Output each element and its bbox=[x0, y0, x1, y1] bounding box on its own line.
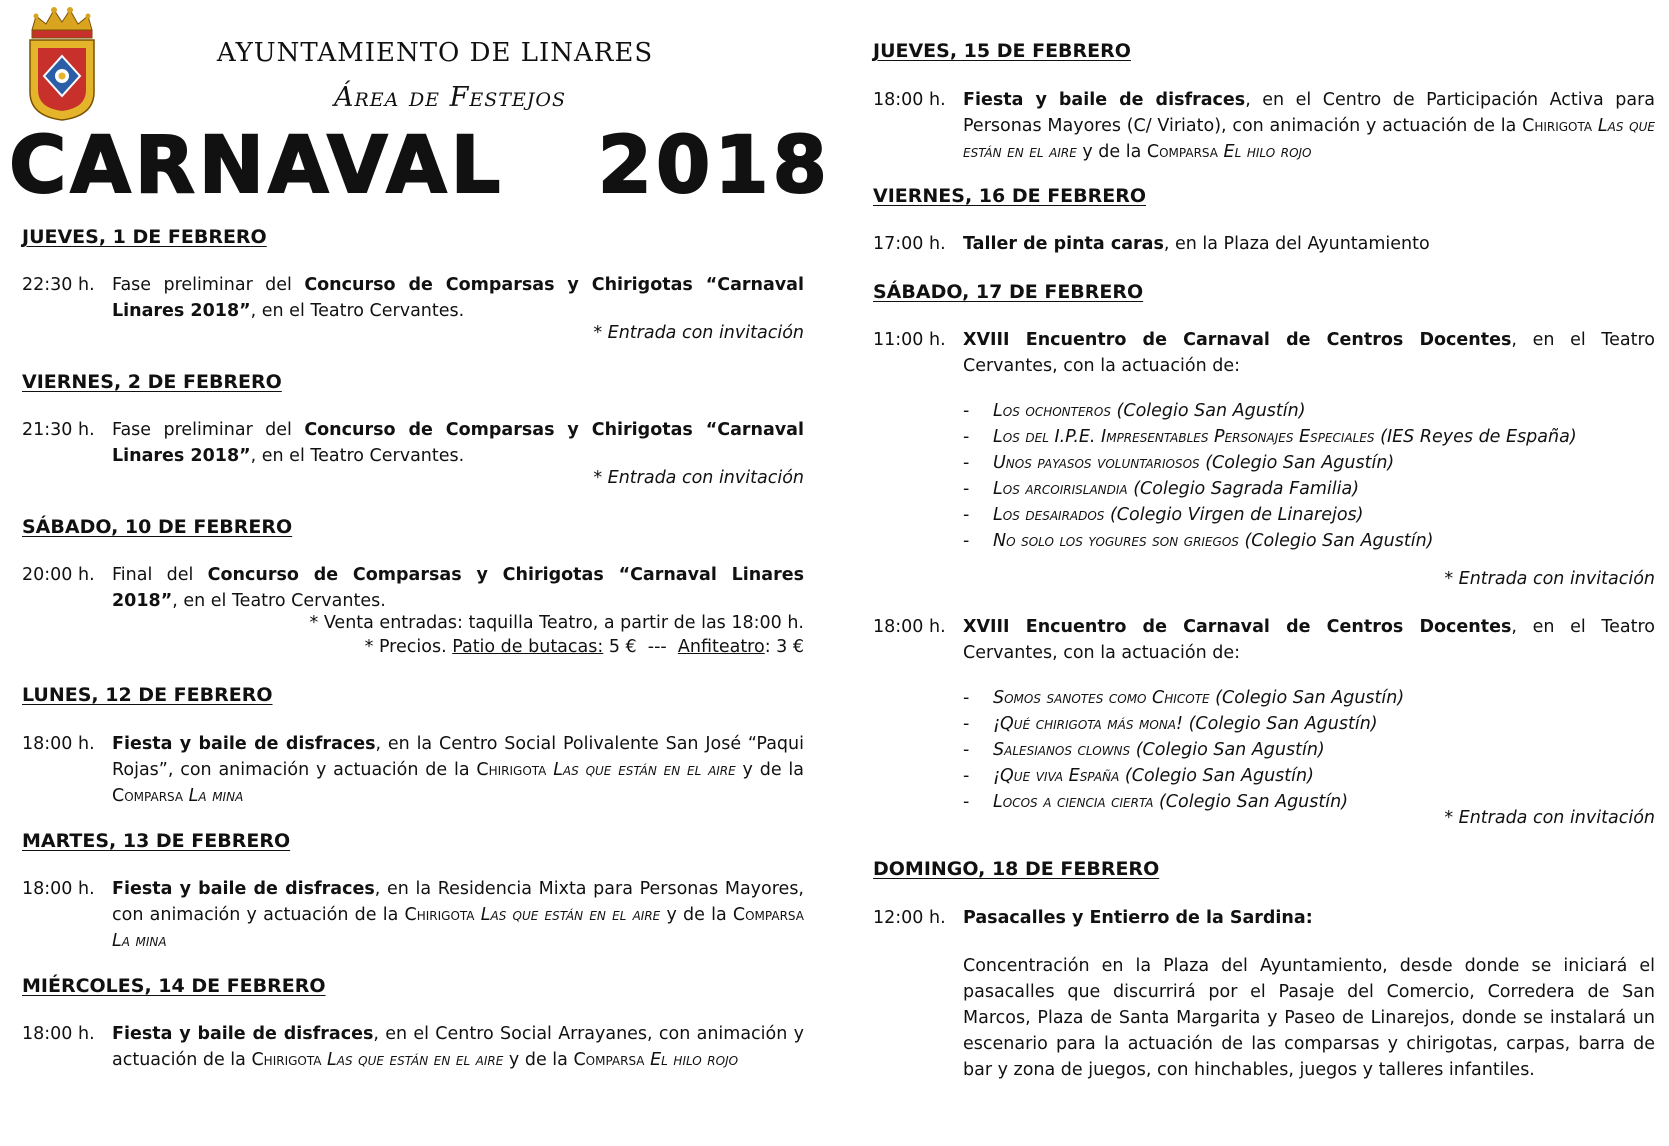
day-heading: JUEVES, 15 DE FEBRERO bbox=[873, 40, 1131, 62]
day-heading: MIÉRCOLES, 14 DE FEBRERO bbox=[22, 975, 326, 997]
day-heading: VIERNES, 16 DE FEBRERO bbox=[873, 185, 1147, 207]
event-time: 18:00 h. bbox=[873, 90, 946, 110]
event-description: XVIII Encuentro de Carnaval de Centros Docentes, en el Teatro Cervantes, con la actuación de: bbox=[963, 330, 1655, 376]
event-time: 12:00 h. bbox=[873, 908, 946, 928]
event-description: Fiesta y baile de disfraces, en la Centro Social Polivalente San José “Paqui Rojas”, con animación y actuación de la Chirigota Las que están en el aire y de la Comparsa La mina bbox=[112, 734, 804, 806]
list-item: - No solo los yogures son griegos (Colegio San Agustín) bbox=[963, 528, 1655, 554]
invitation-note: * Entrada con invitación bbox=[593, 323, 804, 343]
event-time: 18:00 h. bbox=[873, 617, 946, 637]
list-item: - Los desairados (Colegio Virgen de Linarejos) bbox=[963, 502, 1655, 528]
day-heading: SÁBADO, 17 DE FEBRERO bbox=[873, 281, 1144, 303]
event-entry bbox=[22, 731, 804, 809]
event-entry bbox=[22, 417, 804, 469]
event-entry bbox=[22, 1021, 804, 1073]
day-heading: DOMINGO, 18 DE FEBRERO bbox=[873, 858, 1160, 880]
invitation-note: * Entrada con invitación bbox=[1444, 569, 1655, 589]
event-description: Final del Concurso de Comparsas y Chirigotas “Carnaval Linares 2018”, en el Teatro Cervantes. bbox=[112, 565, 804, 611]
event-time: 18:00 h. bbox=[22, 1024, 95, 1044]
event-description: Fase preliminar del Concurso de Comparsas y Chirigotas “Carnaval Linares 2018”, en el Teatro Cervantes. bbox=[112, 275, 804, 321]
event-time: 18:00 h. bbox=[22, 734, 95, 754]
list-item: - Los arcoirislandia (Colegio Sagrada Familia) bbox=[963, 476, 1655, 502]
price-note: * Precios. Patio de butacas: 5 € --- Anfiteatro: 3 € bbox=[364, 637, 804, 657]
event-time: 21:30 h. bbox=[22, 420, 95, 440]
event-description: Fiesta y baile de disfraces, en la Residencia Mixta para Personas Mayores, con animación y actuación de la Chirigota Las que están en el aire y de la Comparsa La mina bbox=[112, 879, 804, 951]
list-item: - Salesianos clowns (Colegio San Agustín) bbox=[963, 737, 1655, 763]
day-heading: LUNES, 12 DE FEBRERO bbox=[22, 684, 273, 706]
department-subtitle: Área de Festejos bbox=[333, 82, 567, 113]
event-entry bbox=[873, 905, 1655, 931]
invitation-note: * Entrada con invitación bbox=[1444, 808, 1655, 828]
ticket-sale-note: * Venta entradas: taquilla Teatro, a partir de las 18:00 h. bbox=[309, 613, 804, 633]
event-entry bbox=[873, 614, 1655, 666]
organization-title: AYUNTAMIENTO DE LINARES bbox=[216, 38, 654, 68]
list-item: - Unos payasos voluntariosos (Colegio San Agustín) bbox=[963, 450, 1655, 476]
event-entry bbox=[873, 327, 1655, 379]
day-heading: SÁBADO, 10 DE FEBRERO bbox=[22, 516, 293, 538]
day-heading: VIERNES, 2 DE FEBRERO bbox=[22, 371, 282, 393]
event-entry bbox=[22, 562, 804, 614]
performer-list bbox=[963, 685, 1655, 815]
list-item: - ¡Que viva España (Colegio San Agustín) bbox=[963, 763, 1655, 789]
list-item: - Locos a ciencia cierta (Colegio San Agustín) bbox=[963, 789, 1655, 815]
list-item: - Los ochonteros (Colegio San Agustín) bbox=[963, 398, 1655, 424]
event-entry bbox=[22, 272, 804, 324]
day-heading: MARTES, 13 DE FEBRERO bbox=[22, 830, 291, 852]
event-description: XVIII Encuentro de Carnaval de Centros Docentes, en el Teatro Cervantes, con la actuación de: bbox=[963, 617, 1655, 663]
list-item: - ¡Qué chirigota más mona! (Colegio San Agustín) bbox=[963, 711, 1655, 737]
event-time: 17:00 h. bbox=[873, 234, 946, 254]
parade-description: Concentración en la Plaza del Ayuntamiento, desde donde se iniciará el pasacalles que discurrirá por el Pasaje del Comercio, Corredera de San Marcos, Plaza de Santa Margarita y Paseo de Linarejos, donde se instalará un escenario para la actuación de las comparsas y chirigotas, carpas, barra de bar y zona de juegos, con hinchables, juegos y talleres infantiles. bbox=[963, 956, 1655, 1080]
event-time: 22:30 h. bbox=[22, 275, 95, 295]
event-description: Fiesta y baile de disfraces, en el Centro Social Arrayanes, con animación y actuación de la Chirigota Las que están en el aire y de la Comparsa El hilo rojo bbox=[112, 1024, 804, 1070]
invitation-note: * Entrada con invitación bbox=[593, 468, 804, 488]
right-column bbox=[873, 0, 1655, 1146]
list-item: - Los del I.P.E. Impresentables Personajes Especiales (IES Reyes de España) bbox=[963, 424, 1655, 450]
event-title-text: CARNAVAL 2018 bbox=[9, 121, 831, 211]
event-description: Taller de pinta caras, en la Plaza del Ayuntamiento bbox=[963, 234, 1430, 254]
left-column bbox=[22, 0, 804, 1146]
list-item: - Somos sanotes como Chicote (Colegio San Agustín) bbox=[963, 685, 1655, 711]
event-time: 20:00 h. bbox=[22, 565, 95, 585]
event-entry bbox=[873, 87, 1655, 165]
performer-list bbox=[963, 398, 1655, 554]
event-description: Fase preliminar del Concurso de Comparsas y Chirigotas “Carnaval Linares 2018”, en el Teatro Cervantes. bbox=[112, 420, 804, 466]
day-heading: JUEVES, 1 DE FEBRERO bbox=[22, 226, 267, 248]
event-time: 11:00 h. bbox=[873, 330, 946, 350]
event-time: 18:00 h. bbox=[22, 879, 95, 899]
event-entry bbox=[873, 231, 1655, 257]
event-description: Pasacalles y Entierro de la Sardina: bbox=[963, 908, 1313, 928]
event-description: Fiesta y baile de disfraces, en el Centro de Participación Activa para Personas Mayores (C/ Viriato), con animación y actuación de la Chirigota Las que están en el aire y de la Comparsa El hilo rojo bbox=[963, 90, 1655, 162]
event-entry bbox=[22, 876, 804, 954]
